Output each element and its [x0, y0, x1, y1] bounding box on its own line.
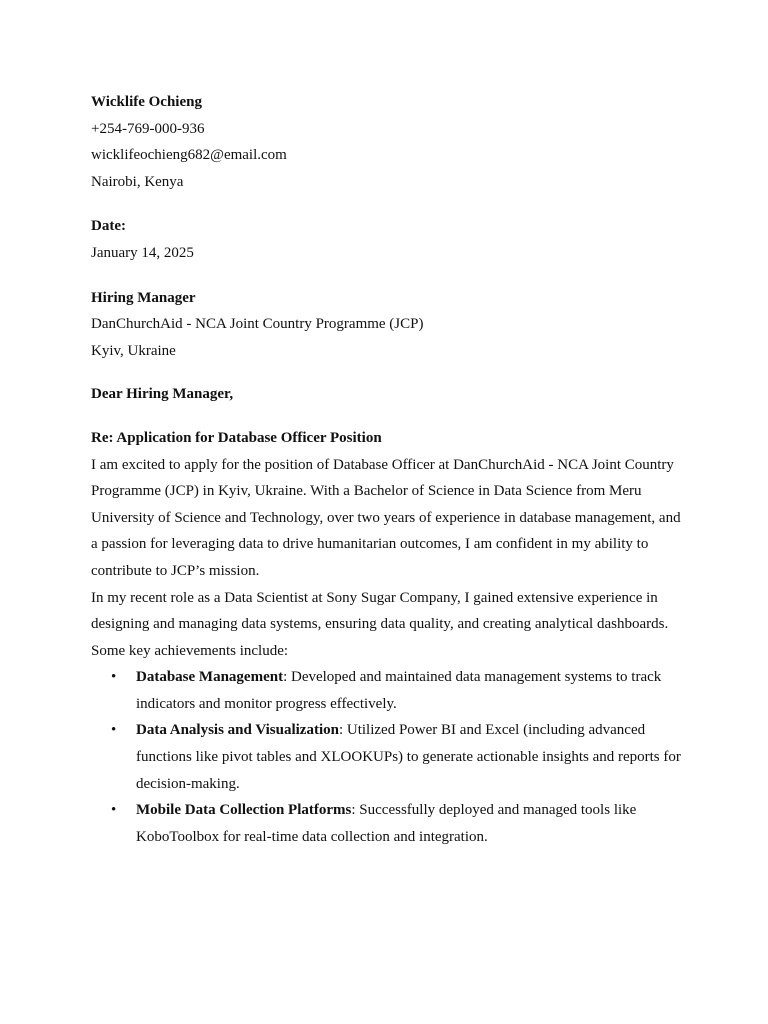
sender-phone: +254-769-000-936 — [91, 120, 205, 137]
sender-location: Nairobi, Kenya — [91, 173, 184, 190]
recipient-location: Kyiv, Ukraine — [91, 342, 176, 359]
date-block — [91, 213, 681, 266]
achievement-text: : Utilized Power BI and Excel (including advanced functions like pivot tables and XLOOKUPs) to generate actionable insights and reports for decision-making. — [136, 722, 681, 792]
achievement-title: Mobile Data Collection Platforms — [136, 802, 352, 819]
bullet-icon: • — [111, 802, 117, 819]
bullet-icon: • — [111, 669, 117, 686]
list-item — [91, 664, 681, 717]
subject-line: Re: Application for Database Officer Position — [91, 429, 382, 446]
salutation: Dear Hiring Manager, — [91, 386, 234, 403]
achievements-list — [91, 664, 681, 850]
list-item — [91, 717, 681, 797]
recipient-title: Hiring Manager — [91, 289, 196, 306]
body-paragraph-1: I am excited to apply for the position of Database Officer at DanChurchAid - NCA Joint Country Programme (JCP) in Kyiv, Ukraine. With a Bachelor of Science in Data Science from Meru University of Science and Technology, over two years of experience in database management, and a passion for leveraging data to drive humanitarian outcomes, I am confident in my ability to contribute to JCP’s mission. — [91, 456, 681, 579]
sender-name: Wicklife Ochieng — [91, 94, 202, 110]
bullet-icon: • — [111, 722, 117, 739]
cover-letter-page — [91, 89, 681, 850]
recipient-block — [91, 285, 681, 365]
achievement-text: : Developed and maintained data management systems to track indicators and monitor progress effectively. — [136, 669, 662, 712]
sender-block — [91, 89, 681, 195]
sender-email: wicklifeochieng682@email.com — [91, 147, 287, 164]
date-label: Date: — [91, 218, 126, 235]
date-value: January 14, 2025 — [91, 244, 194, 261]
list-item — [91, 797, 681, 850]
achievement-title: Data Analysis and Visualization — [136, 722, 339, 739]
body-paragraph-2: In my recent role as a Data Scientist at Sony Sugar Company, I gained extensive experience in designing and managing data systems, ensuring data quality, and creating analytical dashboards. Some key achievements include: — [91, 589, 669, 659]
recipient-organization: DanChurchAid - NCA Joint Country Programme (JCP) — [91, 316, 424, 333]
achievement-text: : Successfully deployed and managed tools like KoboToolbox for real-time data collection and integration. — [136, 802, 637, 845]
achievement-title: Database Management — [136, 669, 284, 686]
